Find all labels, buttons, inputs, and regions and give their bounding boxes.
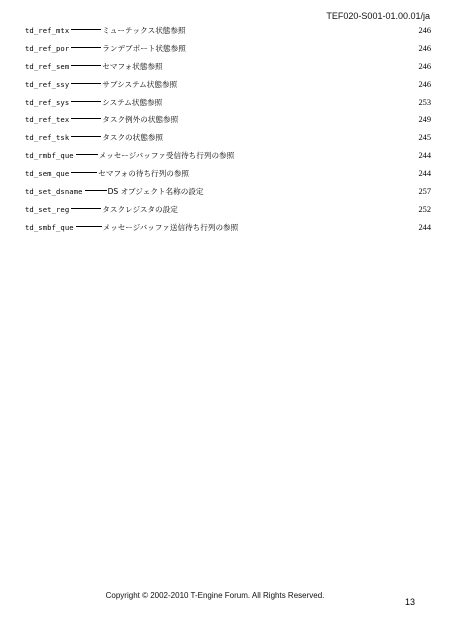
- function-name: td_ref_tex: [25, 115, 70, 125]
- page-reference: 257: [418, 187, 431, 197]
- page-reference: 253: [418, 97, 431, 107]
- page-reference: 246: [418, 26, 431, 35]
- document-id: TEF020-S001-01.00.01/ja: [326, 11, 430, 21]
- leader-line: [71, 118, 101, 119]
- function-name: td_set_reg: [25, 204, 70, 214]
- index-entry[interactable]: [25, 186, 431, 204]
- function-name: td_ref_sys: [25, 97, 70, 107]
- index-entry[interactable]: [25, 43, 431, 61]
- entry-title: ランデブポート状態参照: [102, 43, 186, 53]
- function-name: td_rmbf_que: [25, 151, 74, 161]
- function-name: td_sem_que: [25, 169, 70, 179]
- entry-title: サブシステム状態参照: [102, 79, 178, 89]
- function-name: td_set_dsname: [25, 187, 83, 197]
- entry-title: タスク例外の状態参照: [102, 115, 179, 125]
- index-entry[interactable]: [25, 79, 431, 97]
- entry-title: セマフォ状態参照: [102, 61, 163, 71]
- function-name: td_ref_ssy: [25, 79, 70, 89]
- entry-title: ミューテックス状態参照: [102, 26, 186, 35]
- function-name: td_ref_por: [25, 43, 70, 53]
- function-name: td_smbf_que: [25, 222, 74, 232]
- index-entry[interactable]: [25, 204, 431, 222]
- leader-line: [71, 101, 101, 102]
- index-entry[interactable]: [25, 222, 431, 240]
- page-reference: 246: [418, 43, 431, 53]
- entry-title: メッセージバッファ送信待ち行列の参照: [102, 222, 239, 232]
- page-reference: 246: [418, 79, 431, 89]
- index-entry[interactable]: [25, 97, 431, 115]
- leader-line: [71, 136, 101, 137]
- page-reference: 244: [418, 151, 431, 161]
- page-reference: 252: [418, 204, 431, 214]
- function-name: td_ref_tsk: [25, 133, 70, 143]
- index-entry[interactable]: [25, 168, 431, 186]
- entry-title: システム状態参照: [102, 97, 163, 107]
- entry-title: メッセージバッファ受信待ち行列の参照: [98, 151, 235, 161]
- leader-line: [71, 172, 97, 173]
- page-reference: 245: [418, 133, 431, 143]
- leader-line: [76, 226, 102, 227]
- copyright-notice: Copyright © 2002-2010 T-Engine Forum. All Rights Reserved.: [105, 591, 325, 600]
- leader-line: [71, 83, 101, 84]
- leader-line: [71, 65, 101, 66]
- page-reference: 244: [418, 222, 431, 232]
- leader-line: [76, 154, 98, 155]
- index-entry[interactable]: [25, 132, 431, 150]
- index-list: [25, 25, 431, 240]
- entry-title: タスクレジスタの設定: [102, 204, 178, 214]
- page-number: 13: [404, 597, 415, 607]
- leader-line: [85, 190, 107, 191]
- function-name: td_ref_sem: [25, 61, 70, 71]
- index-entry[interactable]: [25, 150, 431, 168]
- entry-title: DS オブジェクト名称の設定: [107, 187, 204, 197]
- index-entry[interactable]: [25, 114, 431, 132]
- entry-title: タスクの状態参照: [102, 133, 164, 143]
- page-reference: 249: [418, 115, 431, 125]
- leader-line: [71, 208, 101, 209]
- leader-line: [71, 29, 101, 30]
- page-reference: 246: [418, 61, 431, 71]
- entry-title: セマフォの待ち行列の参照: [98, 169, 190, 179]
- leader-line: [71, 47, 101, 48]
- index-entry[interactable]: [25, 61, 431, 79]
- index-entry[interactable]: [25, 25, 431, 43]
- function-name: td_ref_mtx: [25, 26, 70, 35]
- page-reference: 244: [418, 169, 431, 179]
